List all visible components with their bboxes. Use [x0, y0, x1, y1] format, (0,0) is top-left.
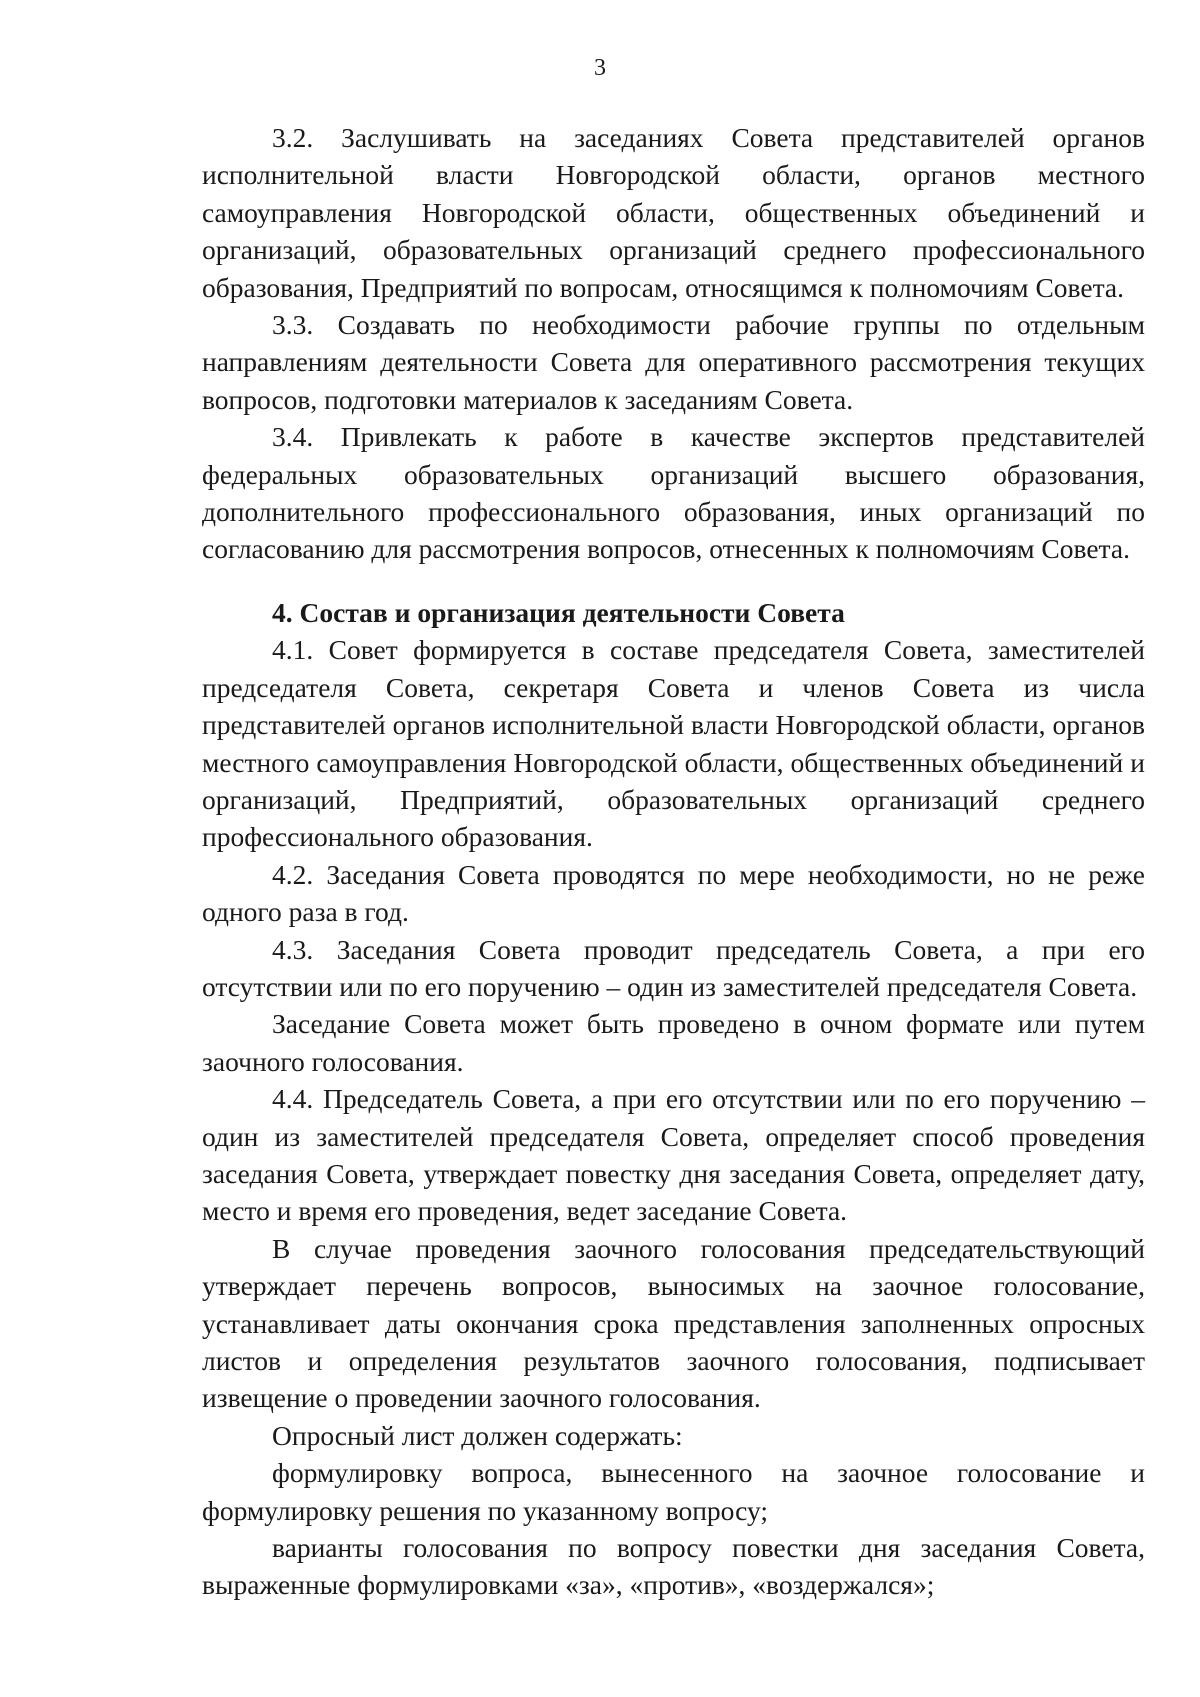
section-4-heading: 4. Состав и организация деятельности Совета [272, 596, 845, 628]
paragraph-4-1: 4.1. Совет формируется в составе председателя Совета, заместителей председателя Совета, секретаря Совета и членов Совета из числа представителей органов исполнительной власти Новгородской области, органов местного самоуправления Новгородской области, общественных объединений и организаций, Предприятий, образовательных организаций среднего профессионального образования. [202, 634, 1145, 853]
paragraph-form-item-1: формулировку вопроса, вынесенного на заочное голосование и формулировку решения по указанному вопросу; [202, 1457, 1145, 1526]
paragraph-3-2: 3.2. Заслушивать на заседаниях Совета представителей органов исполнительной власти Новгородской области, органов местного самоуправления Новгородской области, общественных объединений и организаций, образовательных организаций среднего профессионального образования, Предприятий по вопросам, относящимся к полномочиям Совета. [202, 122, 1145, 303]
paragraph-3-3: 3.3. Создавать по необходимости рабочие группы по отдельным направлениям деятельности Совета для оперативного рассмотрения текущих вопросов, подготовки материалов к заседаниям Совета. [202, 309, 1145, 415]
paragraph-4-4-continued: В случае проведения заочного голосования председательствующий утверждает перечень вопросов, выносимых на заочное голосование, устанавливает даты окончания срока представления заполненных опросных листов и определения результатов заочного голосования, подписывает извещение о проведении заочного голосования. [202, 1232, 1145, 1414]
paragraph-3-4: 3.4. Привлекать к работе в качестве экспертов представителей федеральных образовательных организаций высшего образования, дополнительного профессионального образования, иных организаций по согласованию для рассмотрения вопросов, отнесенных к полномочиям Совета. [202, 421, 1145, 565]
paragraph-4-3-continued: Заседание Совета может быть проведено в очном формате или путем заочного голосования. [202, 1008, 1145, 1077]
paragraph-form-intro: Опросный лист должен содержать: [272, 1419, 683, 1451]
paragraph-4-3: 4.3. Заседания Совета проводит председатель Совета, а при его отсутствии или по его поручению – один из заместителей председателя Совета. [202, 933, 1145, 1002]
page-number: 3 [594, 55, 606, 81]
paragraph-form-item-2: варианты голосования по вопросу повестки дня заседания Совета, выраженные формулировками «за», «против», «воздержался»; [202, 1532, 1145, 1601]
paragraph-4-4: 4.4. Председатель Совета, а при его отсутствии или по его поручению – один из заместителей председателя Совета, определяет способ проведения заседания Совета, утверждает повестку дня заседания Совета, определяет дату, место и время его проведения, ведет заседание Совета. [202, 1083, 1145, 1227]
paragraph-4-2: 4.2. Заседания Совета проводятся по мере необходимости, но не реже одного раза в год. [202, 858, 1145, 928]
document-body [202, 119, 1145, 1604]
